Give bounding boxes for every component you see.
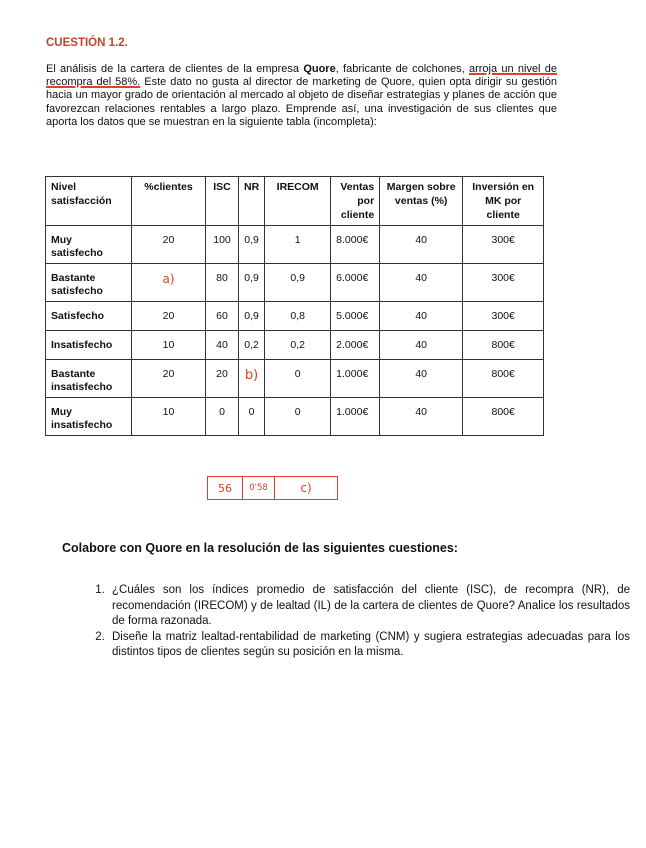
header-nivel: Nivel satisfacción bbox=[46, 177, 132, 226]
cell-nr: 0,2 bbox=[239, 331, 265, 360]
cell-irecom: 0 bbox=[265, 398, 331, 436]
header-clientes: %clientes bbox=[132, 177, 206, 226]
satisfaction-table bbox=[45, 176, 544, 436]
cell-isc: 20 bbox=[206, 360, 239, 398]
company-name: Quore bbox=[303, 63, 336, 75]
cell-irecom: 0,9 bbox=[265, 264, 331, 302]
cell-inversion: 800€ bbox=[463, 360, 544, 398]
cell-margen: 40 bbox=[380, 331, 463, 360]
cell-nivel: Bastante satisfecho bbox=[46, 264, 132, 302]
intro-paragraph bbox=[46, 63, 557, 129]
cell-margen: 40 bbox=[380, 302, 463, 331]
table-row bbox=[46, 360, 544, 398]
cell-clientes bbox=[132, 264, 206, 302]
table-row bbox=[46, 302, 544, 331]
header-irecom: IRECOM bbox=[265, 177, 331, 226]
cell-irecom: 0,2 bbox=[265, 331, 331, 360]
cell-ventas: 1.000€ bbox=[331, 360, 380, 398]
cell-clientes: 20 bbox=[132, 302, 206, 331]
intro-text-3: Este dato no gusta al director de marketing de Quore, quien opta dirigir su gestión hacia un mayor grado de orientación al mercado al objeto de diseñar estrategias y planes de acción que favorezcan relaciones rentables a largo plazo. Emprende así, una investigación de sus clientes que aporta los datos que se muestran en la siguiente tabla (incompleta): bbox=[46, 76, 557, 128]
table-row bbox=[46, 398, 544, 436]
handwritten-answer-a: a) bbox=[162, 272, 175, 286]
header-isc: ISC bbox=[206, 177, 239, 226]
cell-ventas: 2.000€ bbox=[331, 331, 380, 360]
cell-ventas: 1.000€ bbox=[331, 398, 380, 436]
cell-irecom: 0 bbox=[265, 360, 331, 398]
question-item: 1. ¿Cuáles son los índices promedio de satisfacción del cliente (ISC), de recompra (NR), de recomendación (IRECOM) y de lealtad (IL) de la cartera de clientes de Quore? Analice los resultados de forma razonada. bbox=[108, 583, 630, 630]
cell-nr: 0 bbox=[239, 398, 265, 436]
cell-margen: 40 bbox=[380, 360, 463, 398]
cell-ventas: 8.000€ bbox=[331, 226, 380, 264]
cell-isc: 40 bbox=[206, 331, 239, 360]
table-row bbox=[46, 226, 544, 264]
cell-nr: 0,9 bbox=[239, 264, 265, 302]
handwritten-totals-box bbox=[207, 476, 338, 500]
cell-nivel: Satisfecho bbox=[46, 302, 132, 331]
cell-isc: 0 bbox=[206, 398, 239, 436]
cell-clientes: 20 bbox=[132, 360, 206, 398]
total-isc: 56 bbox=[208, 477, 243, 499]
instructions-heading: Colabore con Quore en la resolución de las siguientes cuestiones: bbox=[62, 541, 458, 555]
cell-margen: 40 bbox=[380, 226, 463, 264]
cell-isc: 80 bbox=[206, 264, 239, 302]
intro-text-1: El análisis de la cartera de clientes de la empresa bbox=[46, 63, 304, 75]
intro-text-2: , fabricante de colchones, bbox=[335, 63, 469, 75]
cell-ventas: 6.000€ bbox=[331, 264, 380, 302]
section-heading: CUESTIÓN 1.2. bbox=[46, 37, 128, 49]
total-nr: 0'58 bbox=[243, 477, 275, 499]
question-item: 2. Diseñe la matriz lealtad-rentabilidad de marketing (CNM) y sugiera estrategias adecuadas para los distintos tipos de clientes según su posición en la misma. bbox=[108, 630, 630, 661]
total-irecom: c) bbox=[300, 481, 312, 495]
cell-nivel: Bastante insatisfecho bbox=[46, 360, 132, 398]
cell-nivel: Muy satisfecho bbox=[46, 226, 132, 264]
header-ventas: Ventas por cliente bbox=[331, 177, 380, 226]
cell-ventas: 5.000€ bbox=[331, 302, 380, 331]
cell-clientes: 20 bbox=[132, 226, 206, 264]
table-header-row bbox=[46, 177, 544, 226]
cell-nivel: Insatisfecho bbox=[46, 331, 132, 360]
cell-isc: 100 bbox=[206, 226, 239, 264]
cell-nr bbox=[239, 360, 265, 398]
question-list bbox=[78, 583, 630, 661]
header-margen: Margen sobre ventas (%) bbox=[380, 177, 463, 226]
cell-isc: 60 bbox=[206, 302, 239, 331]
cell-inversion: 300€ bbox=[463, 302, 544, 331]
cell-margen: 40 bbox=[380, 264, 463, 302]
cell-irecom: 1 bbox=[265, 226, 331, 264]
cell-nr: 0,9 bbox=[239, 302, 265, 331]
cell-inversion: 300€ bbox=[463, 226, 544, 264]
cell-inversion: 800€ bbox=[463, 398, 544, 436]
table-row bbox=[46, 331, 544, 360]
cell-inversion: 300€ bbox=[463, 264, 544, 302]
cell-clientes: 10 bbox=[132, 331, 206, 360]
header-inversion: Inversión en MK por cliente bbox=[463, 177, 544, 226]
cell-nivel: Muy insatisfecho bbox=[46, 398, 132, 436]
underlined-text: arroja un nivel de recompra del 58%. bbox=[46, 63, 558, 89]
cell-clientes: 10 bbox=[132, 398, 206, 436]
cell-margen: 40 bbox=[380, 398, 463, 436]
handwritten-answer-b: b) bbox=[244, 368, 259, 383]
table-row bbox=[46, 264, 544, 302]
cell-nr: 0,9 bbox=[239, 226, 265, 264]
cell-inversion: 800€ bbox=[463, 331, 544, 360]
header-nr: NR bbox=[239, 177, 265, 226]
cell-irecom: 0,8 bbox=[265, 302, 331, 331]
